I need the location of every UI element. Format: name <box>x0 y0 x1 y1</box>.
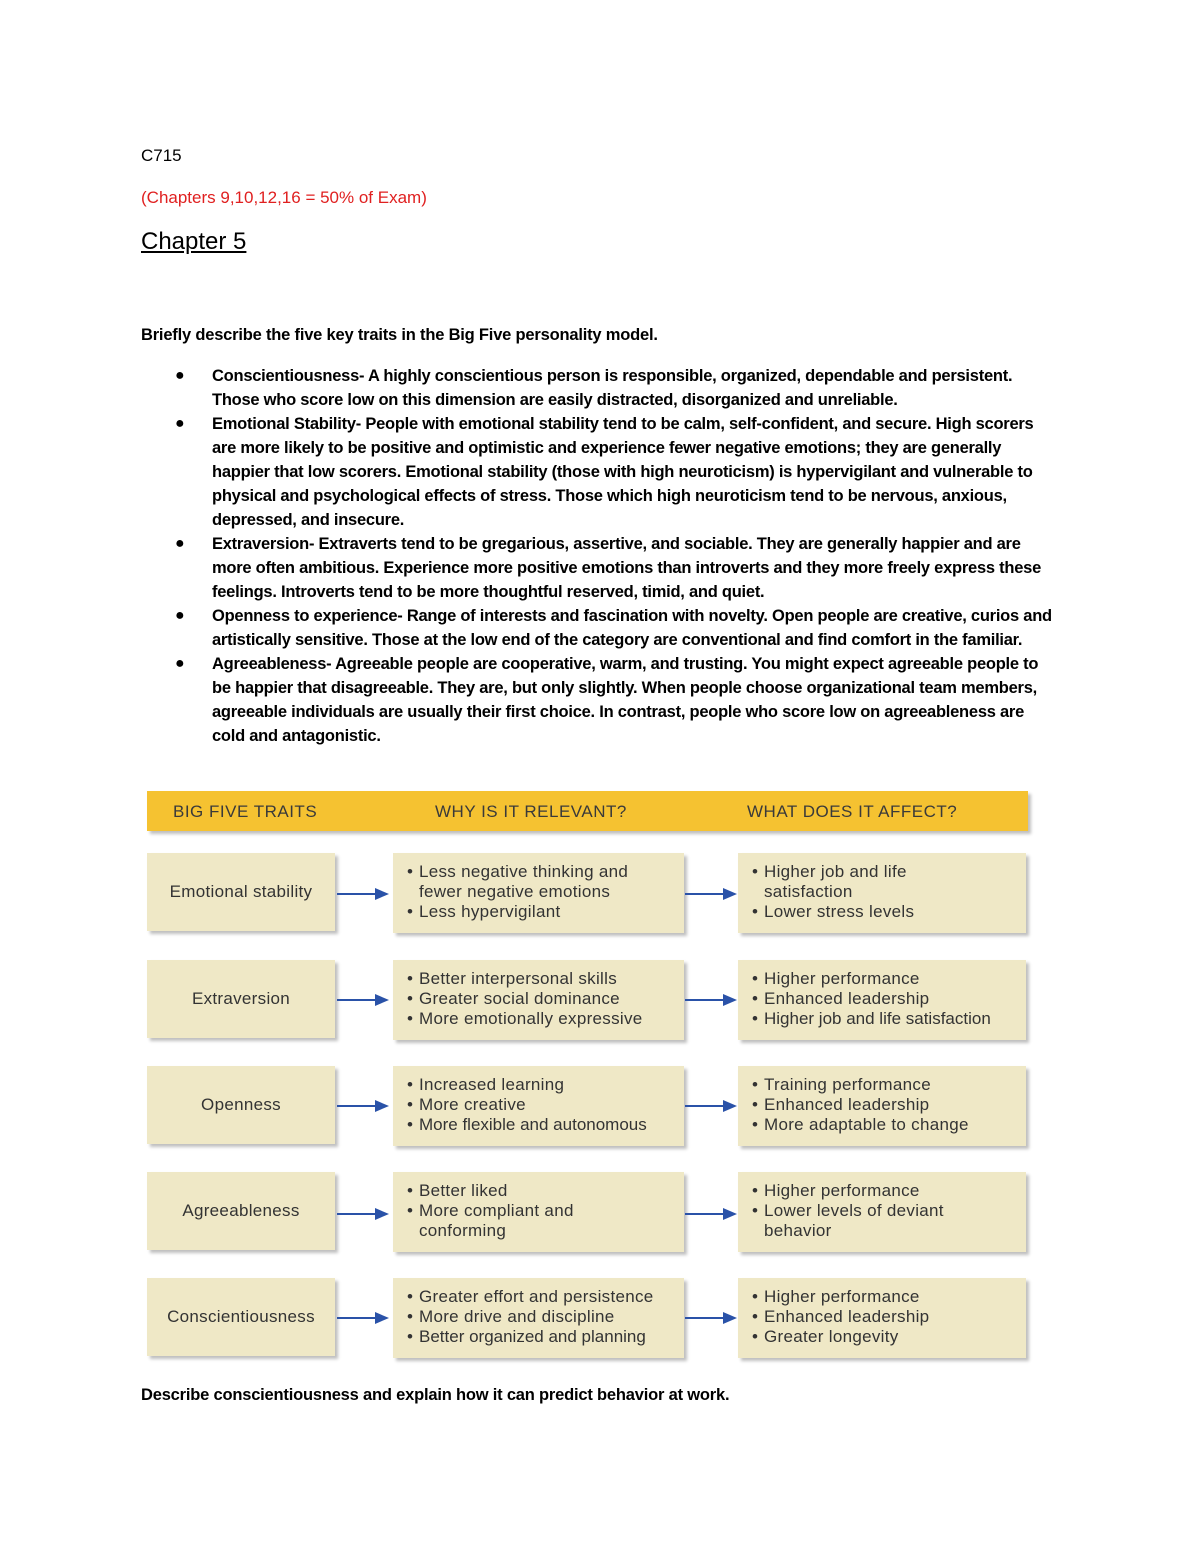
arrow-icon <box>337 994 389 1006</box>
relevance-item: • Better liked <box>403 1181 678 1201</box>
big-five-diagram <box>147 791 1032 1366</box>
chapter-title: Chapter 5 <box>141 228 247 255</box>
affects-item: • Lower stress levels <box>748 902 1020 922</box>
affects-box <box>738 853 1026 933</box>
relevance-box <box>393 960 684 1040</box>
bullet-icon: ● <box>175 367 185 384</box>
relevance-item: • Increased learning <box>403 1075 678 1095</box>
arrow-icon <box>337 888 389 900</box>
affects-box <box>738 1172 1026 1252</box>
relevance-item: • Greater effort and persistence <box>403 1287 678 1307</box>
arrow-icon <box>685 888 737 900</box>
question-conscientiousness: Describe conscientiousness and explain how it can predict behavior at work. <box>141 1386 730 1404</box>
relevance-item: • Greater social dominance <box>403 989 678 1009</box>
trait-box-agreeableness: Agreeableness <box>147 1172 335 1250</box>
relevance-box <box>393 853 684 933</box>
bullet-icon: ● <box>175 607 185 624</box>
arrow-icon <box>685 1208 737 1220</box>
header-traits: BIG FIVE TRAITS <box>173 802 318 821</box>
affects-item: • Higher job and life satisfaction <box>748 1009 1020 1029</box>
trait-item <box>141 364 1061 412</box>
arrow-icon <box>337 1312 389 1324</box>
affects-box <box>738 960 1026 1040</box>
affects-item: • Enhanced leadership <box>748 1307 1020 1327</box>
trait-text: Agreeableness- Agreeable people are cooperative, warm, and trusting. You might expect agreeable people to be happier that disagreeable. They are, but only slightly. When people choose organizational team members, agreeable individuals are usually their first choice. In contrast, people who score low on agreeableness are cold and antagonistic. <box>212 655 1039 745</box>
relevance-item: • Better organized and planning <box>403 1327 678 1347</box>
bullet-icon: ● <box>175 535 185 552</box>
trait-item <box>141 412 1061 532</box>
exam-note: (Chapters 9,10,12,16 = 50% of Exam) <box>141 188 427 207</box>
relevance-item: • More drive and discipline <box>403 1307 678 1327</box>
relevance-box <box>393 1278 684 1358</box>
trait-text: Extraversion- Extraverts tend to be gregarious, assertive, and sociable. They are generally happier and are more often ambitious. Experience more positive emotions than introverts and they more freely express these feelings. Introverts tend to be more thoughtful reserved, timid, and quiet. <box>212 535 1042 601</box>
question-big-five: Briefly describe the five key traits in the Big Five personality model. <box>141 326 658 344</box>
relevance-item: • Better interpersonal skills <box>403 969 678 989</box>
relevance-item: • More compliant and conforming <box>403 1201 619 1241</box>
affects-box <box>738 1278 1026 1358</box>
affects-item: • Higher performance <box>748 1287 1020 1307</box>
relevance-item: • More emotionally expressive <box>403 1009 678 1029</box>
affects-item: • Lower levels of deviant behavior <box>748 1201 974 1241</box>
trait-box-openness: Openness <box>147 1066 335 1144</box>
trait-box-emotional-stability: Emotional stability <box>147 853 335 931</box>
trait-text: Openness to experience- Range of interests and fascination with novelty. Open people are creative, curios and artistically sensitive. Those at the low end of the category are conventional and find comfort in the familiar. <box>212 607 1052 649</box>
trait-item <box>141 652 1061 748</box>
relevance-item: • Less hypervigilant <box>403 902 678 922</box>
course-code: C715 <box>141 146 182 165</box>
affects-item: • Higher performance <box>748 1181 1020 1201</box>
arrow-icon <box>685 1100 737 1112</box>
trait-item <box>141 604 1061 652</box>
diagram-header-bar <box>147 791 1028 831</box>
traits-list <box>141 364 1061 748</box>
relevance-box <box>393 1172 684 1252</box>
affects-item: • Enhanced leadership <box>748 989 1020 1009</box>
arrow-icon <box>337 1208 389 1220</box>
relevance-item: • Less negative thinking and fewer negative emotions <box>403 862 669 902</box>
trait-item <box>141 532 1061 604</box>
trait-text: Emotional Stability- People with emotional stability tend to be calm, self-confident, and secure. High scorers are more likely to be positive and optimistic and experience fewer negative emotions; they are generally happier that low scorers. Emotional stability (those with high neuroticism) is hypervigilant and vulnerable to physical and psychological effects of stress. Those which high neuroticism tend to be nervous, anxious, depressed, and insecure. <box>212 415 1034 529</box>
affects-item: • More adaptable to change <box>748 1115 1020 1135</box>
trait-box-extraversion: Extraversion <box>147 960 335 1038</box>
affects-item: • Greater longevity <box>748 1327 1020 1347</box>
relevance-item: • More creative <box>403 1095 678 1115</box>
affects-item: • Training performance <box>748 1075 1020 1095</box>
affects-item: • Enhanced leadership <box>748 1095 1020 1115</box>
affects-item: • Higher job and life satisfaction <box>748 862 954 902</box>
trait-text: Conscientiousness- A highly conscientious person is responsible, organized, dependable and persistent. Those who score low on this dimension are easily distracted, disorganized and unreliable. <box>212 367 1013 409</box>
bullet-icon: ● <box>175 415 185 432</box>
relevance-item: • More flexible and autonomous <box>403 1115 678 1135</box>
arrow-icon <box>685 1312 737 1324</box>
bullet-icon: ● <box>175 655 185 672</box>
relevance-box <box>393 1066 684 1146</box>
trait-box-conscientiousness: Conscientiousness <box>147 1278 335 1356</box>
affects-box <box>738 1066 1026 1146</box>
header-affect: WHAT DOES IT AFFECT? <box>747 802 958 821</box>
affects-item: • Higher performance <box>748 969 1020 989</box>
arrow-icon <box>685 994 737 1006</box>
arrow-icon <box>337 1100 389 1112</box>
header-relevant: WHY IS IT RELEVANT? <box>435 802 627 821</box>
